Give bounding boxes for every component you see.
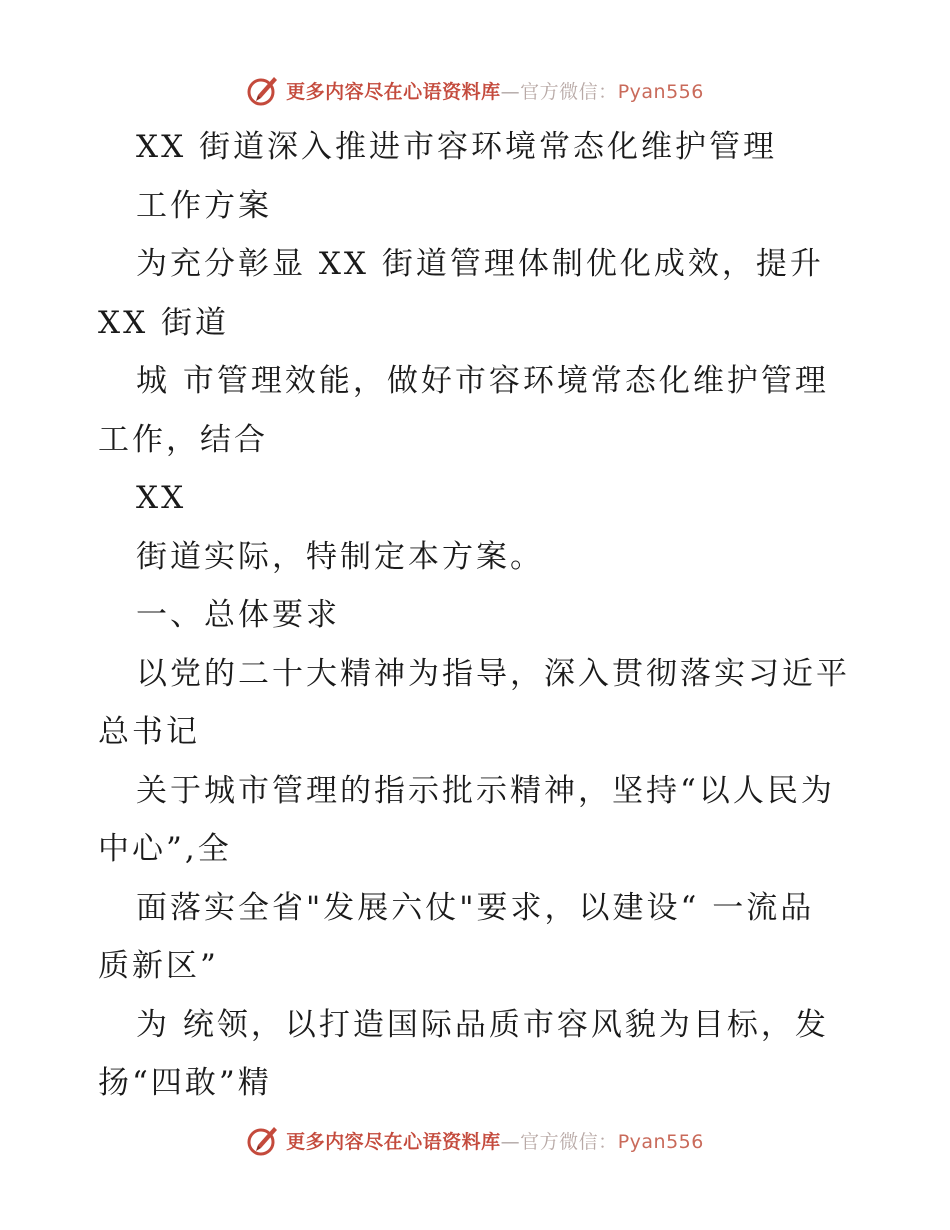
text-line: XX 街道深入推进市容环境常态化维护管理 [136,129,777,165]
watermark-header [0,70,950,110]
watermark-wechat-id: Pyan556 [617,80,704,103]
text-line: 扬“四敢”精 [98,1065,272,1101]
watermark-text [286,77,704,104]
watermark-wechat-id: Pyan556 [617,1130,704,1153]
watermark-label: 官方微信： [520,1130,618,1153]
text-line: 一、总体要求 [136,597,340,633]
watermark-brand: 更多内容尽在心语资料库 [286,1130,501,1153]
text-line: 城 市管理效能，做好市容环境常态化维护管理 [136,363,829,399]
text-line: 以党的二十大精神为指导，深入贯彻落实习近平 [136,655,850,692]
quill-pen-logo-icon [246,73,280,107]
watermark-brand: 更多内容尽在心语资料库 [286,80,501,103]
text-line: 关于城市管理的指示批示精神，坚持“以人民为 [136,772,835,809]
text-line: 街道实际，特制定本方案。 [136,538,544,575]
text-line: XX [136,480,187,516]
text-line: 工作方案 [136,187,272,224]
watermark-separator: — [500,1130,521,1153]
text-line: 为 统领，以打造国际品质市容风貌为目标，发 [136,1006,829,1043]
watermark-text [286,1127,704,1154]
text-line: XX 街道 [98,304,229,341]
text-line: 质新区” [98,948,219,984]
watermark-label: 官方微信： [520,80,618,103]
text-line: 工作，结合 [98,421,268,458]
text-line: 总书记 [98,714,200,750]
watermark-footer [0,1120,950,1160]
document-body [98,125,858,1120]
text-line: 面落实全省"发展六仗"要求，以建设“ 一流品 [136,889,815,926]
watermark-separator: — [500,80,521,103]
text-line: 中心”,全 [98,831,232,867]
quill-pen-logo-icon [246,1123,280,1157]
text-line: 为充分彰显 XX 街道管理体制优化成效，提升 [136,246,824,282]
